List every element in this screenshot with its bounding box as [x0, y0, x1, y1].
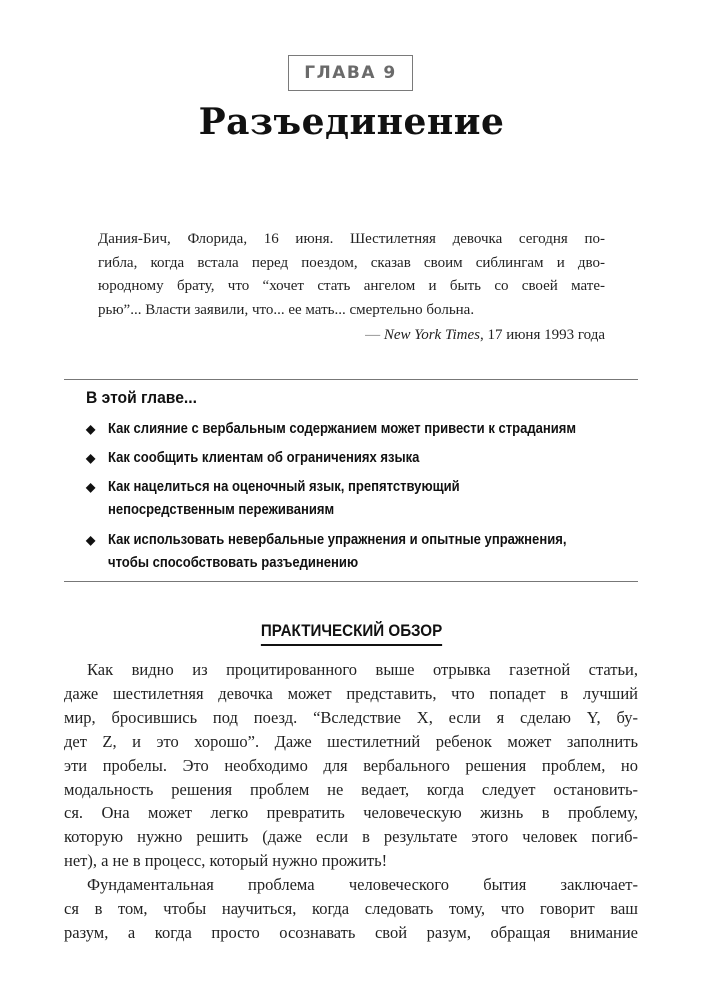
- body-text: [64, 658, 638, 945]
- epigraph-line: гибла, когда встала перед поездом, сказав своим сиблингам и дво-: [98, 254, 605, 271]
- epigraph-source: [98, 324, 605, 348]
- chapter-title: Разъединение: [198, 101, 505, 143]
- body-line: Фундаментальная проблема человеческого бытия заключает-: [87, 875, 638, 895]
- epigraph-line: юродному брату, что “хочет стать ангелом и быть со своей мате-: [98, 278, 605, 294]
- epigraph-date: , 17 июня 1993 года: [479, 327, 605, 343]
- diamond-bullet-icon: ◆: [86, 480, 96, 494]
- chapter-topic-item: [86, 476, 648, 522]
- body-line: мир, бросившись под поезд. “Вследствие X, если я сделаю Y, бу-: [64, 707, 638, 727]
- body-line: дет Z, и это хорошо”. Даже шестилетний ребенок может заполнить: [64, 731, 638, 751]
- chapter-topic-text: Как слияние с вербальным содержанием может привести к страданиям: [108, 421, 577, 437]
- body-line: даже шестилетняя девочка может представить, что попадет в лучший: [64, 683, 638, 703]
- body-line: модальность решения проблем не ведает, когда следует остановить-: [64, 779, 638, 799]
- chapter-box-bottom-rule: [64, 581, 638, 582]
- chapter-topic-text: Как сообщить клиентам об ограничениях языка: [108, 450, 420, 466]
- chapter-topic-text-continued: чтобы способствовать разъединению: [108, 555, 359, 571]
- body-line: разум, а когда просто осознавать свой разум, обращая внимание: [64, 922, 638, 942]
- body-line: Как видно из процитированного выше отрывка газетной статьи,: [87, 660, 638, 679]
- epigraph-dash: —: [365, 327, 381, 343]
- chapter-topic-item: [86, 529, 648, 575]
- diamond-bullet-icon: ◆: [86, 451, 96, 465]
- chapter-topic-text: Как использовать невербальные упражнения и опытные упражнения,: [108, 532, 567, 548]
- chapter-box-top-rule: [64, 379, 638, 380]
- body-line: эти пробелы. Это необходимо для вербального решения проблем, но: [64, 755, 638, 775]
- epigraph-line: рью”... Власти заявили, что... ее мать... смертельно больна.: [98, 301, 475, 318]
- chapter-topic-item: [86, 418, 648, 441]
- epigraph-publication: New York Times: [383, 327, 480, 343]
- chapter-topic-text-continued: непосредственным переживаниям: [108, 502, 335, 518]
- body-line: нет), а не в процесс, который нужно прожить!: [64, 851, 388, 871]
- epigraph-line: Дания-Бич, Флорида, 16 июня. Шестилетняя девочка сегодня по-: [98, 231, 605, 247]
- chapter-topic-item: [86, 447, 648, 470]
- chapter-topic-text: Как нацелиться на оценочный язык, препятствующий: [108, 479, 460, 495]
- epigraph: [98, 228, 605, 348]
- chapter-label: ГЛАВА 9: [288, 55, 413, 91]
- body-line: которую нужно решить (даже если в результате этого человек погиб-: [64, 827, 638, 847]
- section-heading: [0, 621, 703, 646]
- body-line: ся. Она может легко превратить человеческую жизнь в проблему,: [64, 803, 638, 823]
- body-line: ся в том, чтобы научиться, когда следовать тому, что говорит ваш: [64, 899, 638, 919]
- diamond-bullet-icon: ◆: [86, 422, 96, 436]
- section-heading-text: ПРАКТИЧЕСКИЙ ОБЗОР: [261, 622, 442, 646]
- in-this-chapter-title: В этой главе...: [86, 388, 197, 407]
- diamond-bullet-icon: ◆: [86, 533, 96, 547]
